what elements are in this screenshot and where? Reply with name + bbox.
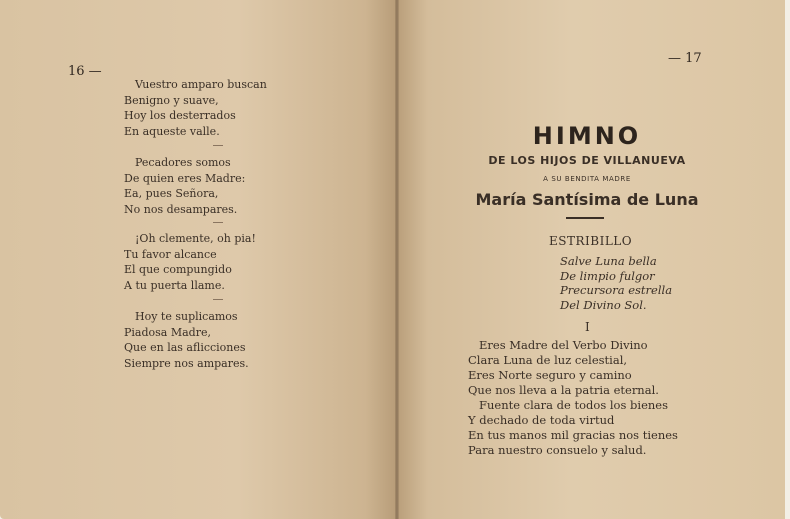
verse-line: Siempre nos ampares. — [124, 356, 249, 370]
verse-line: El que compungido — [124, 263, 232, 276]
book-gutter — [395, 0, 399, 519]
verse-line: ¡Oh clemente, oh pia! — [135, 232, 256, 245]
stanza-divider — [213, 145, 223, 146]
dedication-line: A SU BENDITA MADRE — [543, 175, 631, 183]
refrain-line: Precursora estrella — [560, 283, 673, 297]
section-numeral: I — [585, 320, 590, 334]
stanza-divider — [213, 299, 223, 300]
verse-line: A tu puerta llame. — [124, 278, 225, 292]
stanza-divider — [213, 222, 223, 223]
verse-line: Pecadores somos — [135, 156, 231, 169]
page-number-left: 16 — — [68, 64, 102, 79]
verse-line: Eres Norte seguro y camino — [468, 368, 632, 382]
verse-line: En tus manos mil gracias nos tienes — [468, 428, 678, 442]
refrain-line: De limpio fulgor — [560, 268, 655, 283]
verse-line: Que nos lleva a la patria eternal. — [468, 383, 659, 397]
refrain-block — [560, 254, 672, 312]
verse-line: Hoy te suplicamos — [135, 310, 238, 323]
stanza-3 — [124, 231, 256, 293]
refrain-heading: ESTRIBILLO — [549, 234, 633, 248]
verse-line: Eres Madre del Verbo Divino — [479, 338, 648, 352]
stanza-2 — [124, 155, 245, 217]
verse-line: Fuente clara de todos los bienes — [479, 398, 668, 412]
stanza-1 — [124, 77, 267, 139]
dedicatee-name: María Santísima de Luna — [475, 190, 699, 209]
verse-line: Clara Luna de luz celestial, — [468, 353, 628, 367]
title-divider — [566, 217, 604, 219]
stanza-4 — [124, 309, 249, 371]
refrain-line: Salve Luna bella — [560, 254, 657, 268]
hymn-subtitle: DE LOS HIJOS DE VILLANUEVA — [488, 154, 686, 167]
verse-line: Vuestro amparo buscan — [135, 78, 267, 91]
verse-block — [468, 338, 678, 458]
verse-line: En aqueste valle. — [124, 124, 220, 138]
refrain-line: Del Divino Sol. — [560, 297, 647, 312]
hymn-title: HIMNO — [532, 122, 642, 150]
verse-line: Piadosa Madre, — [124, 325, 211, 339]
page-number-right: — 17 — [668, 51, 702, 66]
verse-line: Para nuestro consuelo y salud. — [468, 443, 647, 457]
verse-line: No nos desampares. — [124, 202, 238, 216]
verse-line: Benigno y suave, — [124, 93, 219, 107]
verse-line: De quien eres Madre: — [124, 171, 246, 185]
verse-line: Hoy los desterrados — [124, 109, 236, 122]
verse-line: Ea, pues Señora, — [124, 187, 219, 200]
verse-line: Y dechado de toda virtud — [468, 413, 615, 427]
verse-line: Tu favor alcance — [124, 247, 217, 261]
verse-line: Que en las aflicciones — [124, 341, 246, 354]
